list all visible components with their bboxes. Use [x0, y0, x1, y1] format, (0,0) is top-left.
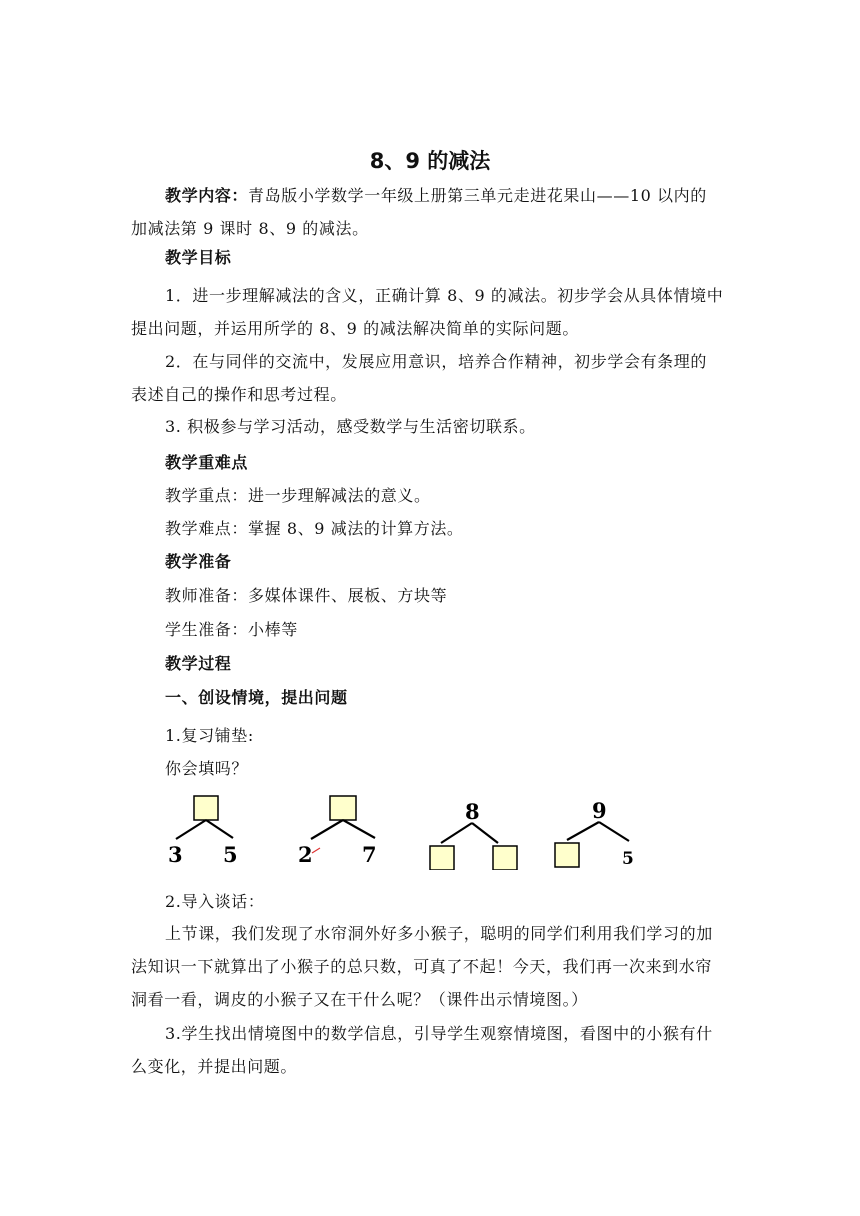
- tree-2-left-number: 2: [298, 842, 313, 867]
- teaching-content-label: 教学内容：: [165, 186, 249, 205]
- teacher-preparation: 教师准备：多媒体课件、展板、方块等: [165, 586, 448, 605]
- answer-box[interactable]: [330, 796, 356, 820]
- tree-4-top-number: 9: [592, 798, 607, 823]
- section-1-heading: 一、创设情境，提出问题: [165, 688, 348, 707]
- goal-1-line1: 1．进一步理解减法的含义，正确计算 8、9 的减法。初步学会从具体情境中: [165, 286, 724, 305]
- tree-4-right-number: 5: [622, 849, 634, 869]
- key-difficulty-heading: 教学重难点: [165, 453, 249, 472]
- step-1-review: 1.复习铺垫:: [165, 726, 254, 745]
- process-heading: 教学过程: [165, 654, 232, 673]
- student-preparation: 学生准备：小棒等: [165, 620, 298, 639]
- page-title: 8、9 的减法: [369, 149, 491, 173]
- tree-1-right-number: 5: [223, 842, 238, 867]
- split-tree-2: [298, 796, 377, 867]
- goal-1: [131, 279, 731, 345]
- goal-2: [131, 345, 731, 411]
- split-tree-1: [168, 796, 238, 867]
- step-2-intro-talk: 2.导入谈话：: [165, 892, 265, 911]
- goal-1-line2: 提出问题，并运用所学的 8、9 的减法解决简单的实际问题。: [131, 319, 579, 338]
- step-3-paragraph: [131, 1017, 731, 1083]
- answer-box[interactable]: [555, 843, 579, 867]
- red-pen-mark: [312, 848, 320, 853]
- goals-heading: 教学目标: [165, 248, 232, 267]
- goal-3: 3. 积极参与学习活动，感受数学与生活密切联系。: [165, 417, 536, 436]
- teaching-content-line2: 加减法第 9 课时 8、9 的减法。: [131, 219, 369, 238]
- intro-talk-line1: 上节课，我们发现了水帘洞外好多小猴子，聪明的同学们利用我们学习的加: [165, 924, 713, 943]
- preparation-heading: 教学准备: [165, 552, 232, 571]
- goal-2-line1: 2．在与同伴的交流中，发展应用意识，培养合作精神，初步学会有条理的: [165, 352, 707, 371]
- answer-box[interactable]: [493, 846, 517, 870]
- step-1-question: 你会填吗？: [165, 759, 249, 778]
- answer-box[interactable]: [430, 846, 454, 870]
- teaching-content: [131, 179, 731, 245]
- intro-talk-line2: 法知识一下就算出了小猴子的总只数，可真了不起！今天，我们再一次来到水帘: [131, 957, 713, 976]
- teaching-content-line1: 教学内容：青岛版小学数学一年级上册第三单元走进花果山——10 以内的: [165, 186, 707, 205]
- step-3-line2: 么变化，并提出问题。: [131, 1057, 298, 1076]
- goal-2-line2: 表述自己的操作和思考过程。: [131, 385, 347, 404]
- tree-1-left-number: 3: [168, 842, 183, 867]
- step-3-line1: 3.学生找出情境图中的数学信息，引导学生观察情境图，看图中的小猴有什: [165, 1024, 713, 1043]
- answer-box[interactable]: [194, 796, 218, 820]
- split-tree-4: [555, 798, 634, 869]
- number-split-diagrams: [0, 790, 860, 870]
- intro-talk-line3: 洞看一看，调皮的小猴子又在干什么呢？（课件出示情境图。）: [131, 990, 588, 1009]
- intro-talk-paragraph: [131, 917, 731, 1016]
- tree-3-top-number: 8: [465, 799, 480, 824]
- difficult-point: 教学难点：掌握 8、9 减法的计算方法。: [165, 519, 464, 538]
- tree-2-right-number: 7: [362, 842, 377, 867]
- split-tree-3: [430, 799, 517, 870]
- key-point: 教学重点：进一步理解减法的意义。: [165, 486, 431, 505]
